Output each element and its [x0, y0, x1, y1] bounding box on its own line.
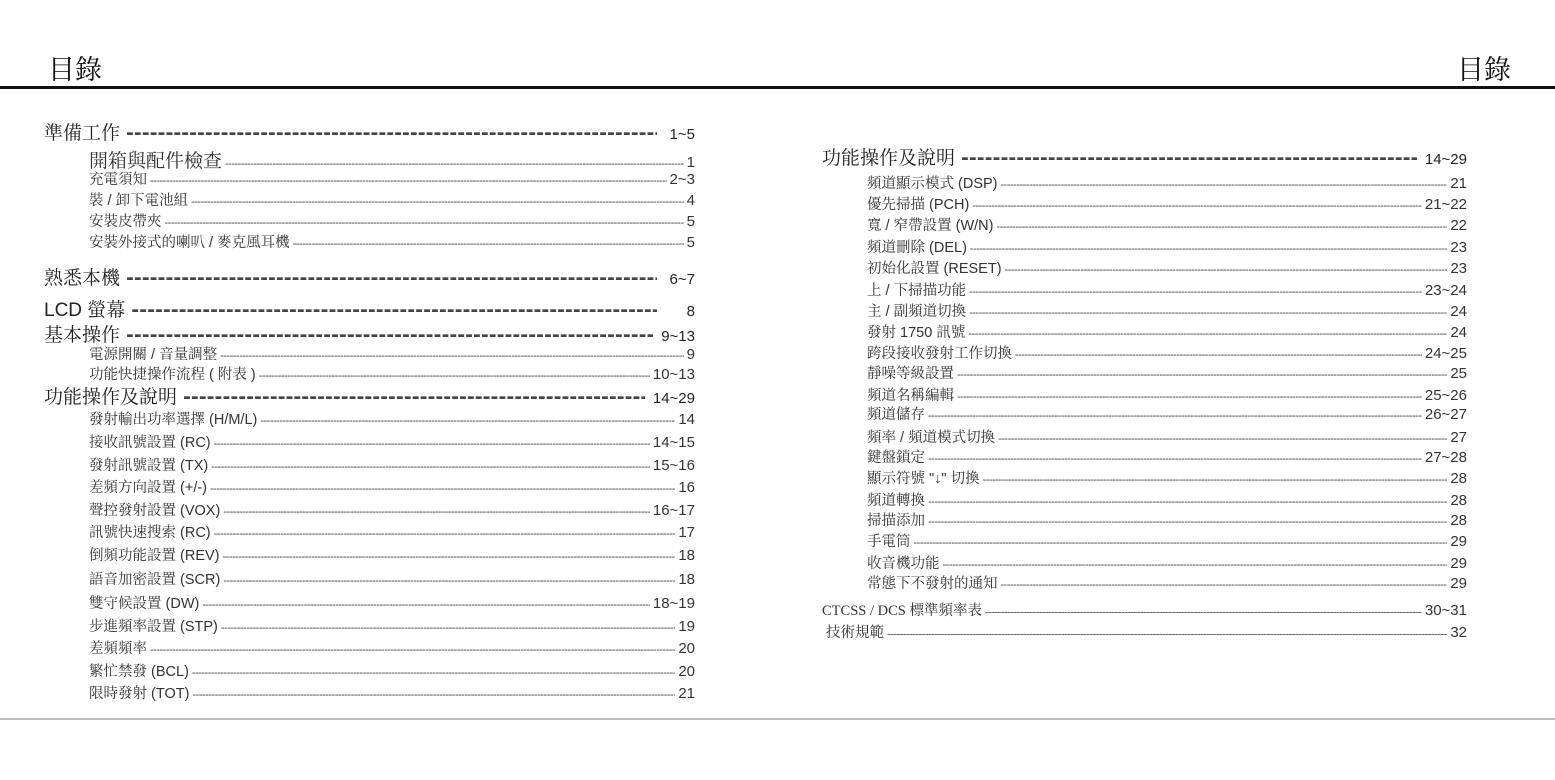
dot-leader [887, 628, 1447, 640]
toc-entry [822, 172, 1467, 192]
toc-entry-title: 跨段接收發射工作切換 [867, 346, 1012, 362]
toc-entry [822, 342, 1467, 362]
page-title-left: 目錄 [48, 55, 102, 86]
toc-entry [44, 263, 695, 287]
toc-entry-title: 主 / 副頻道切換 [867, 304, 967, 320]
dot-leader [1005, 264, 1448, 276]
toc-entry-page: 14~29 [1424, 151, 1467, 167]
toc-entry-page: 16~17 [652, 502, 695, 519]
toc-entry-title: 上 / 下掃描功能 [867, 283, 967, 299]
toc-entry-title: 功能操作及說明 [822, 147, 956, 167]
toc-entry [822, 214, 1467, 234]
dot-leader [211, 461, 650, 473]
toc-entry [44, 363, 695, 383]
toc-entry-title: 電源開關 / 音量調整 [89, 347, 218, 363]
toc-entry [822, 362, 1467, 382]
toc-entry-title: 頻道儲存 [867, 407, 925, 423]
toc-entry [44, 615, 695, 635]
toc-entry-title: 發射訊號設置 (TX) [89, 458, 209, 474]
dot-leader [126, 267, 657, 287]
toc-entry [44, 544, 695, 564]
toc-entry-title: 技術規範 [826, 625, 884, 641]
toc-entry-title: 發射輸出功率選擇 (H/M/L) [89, 412, 258, 428]
toc-entry [44, 682, 695, 702]
toc-entry-title: 安裝外接式的喇叭 / 麥克風耳機 [89, 235, 290, 251]
dot-leader [293, 238, 684, 250]
toc-entry-title: LCD 螢幕 [44, 300, 126, 319]
toc-entry-page: 9 [686, 346, 695, 363]
toc-entry [822, 279, 1467, 299]
dot-leader [998, 433, 1447, 445]
toc-entry-title: 優先掃描 (PCH) [867, 197, 970, 213]
toc-entry [44, 637, 695, 657]
toc-entry-title: 頻道名稱編輯 [867, 388, 954, 404]
dot-leader [126, 324, 653, 344]
toc-entry-title: 頻道刪除 (DEL) [867, 240, 967, 256]
toc-entry [822, 446, 1467, 466]
toc-entry-page: 17 [678, 524, 695, 541]
toc-entry-page: 8 [686, 303, 695, 319]
toc-entry-page: 2~3 [669, 171, 695, 188]
toc-entry-page: 20 [678, 640, 695, 657]
dot-leader [223, 551, 676, 563]
dot-leader [928, 496, 1447, 508]
dot-leader [214, 438, 650, 450]
toc-entry-page: 24 [1450, 303, 1467, 320]
dot-leader [969, 286, 1422, 298]
toc-entry-page: 21~22 [1424, 196, 1467, 213]
toc-entry-page: 6~7 [669, 271, 695, 287]
toc-entry [822, 257, 1467, 277]
toc-entry-title: 發射 1750 訊號 [867, 325, 966, 341]
toc-entry-title: 手電筒 [867, 534, 911, 550]
dot-leader [972, 200, 1422, 212]
toc-entry-title: 安裝皮帶夾 [89, 214, 162, 230]
toc-entry [44, 568, 695, 588]
toc-entry-title: 初始化設置 (RESET) [867, 261, 1002, 277]
toc-entry-page: 25 [1450, 365, 1467, 382]
toc-entry-title: CTCSS / DCS 標準頻率表 [822, 603, 982, 619]
toc-entry-title: 限時發射 (TOT) [89, 686, 190, 702]
toc-entry-title: 倒頻功能設置 (REV) [89, 548, 220, 564]
toc-entry-page: 19 [678, 618, 695, 635]
dot-leader [1001, 179, 1448, 191]
dot-leader [260, 415, 675, 427]
toc-entry-title: 頻道轉換 [867, 493, 925, 509]
toc-entry-page: 1~5 [669, 126, 695, 142]
toc-entry-title: 掃描添加 [867, 513, 925, 529]
toc-entry [44, 295, 695, 319]
toc-entry-page: 27 [1450, 429, 1467, 446]
dot-leader [192, 667, 675, 679]
toc-entry [822, 193, 1467, 213]
toc-entry-title: 差頻頻率 [89, 641, 147, 657]
toc-entry-title: 雙守候設置 (DW) [89, 596, 200, 612]
toc-entry [822, 552, 1467, 572]
toc-entry [822, 143, 1467, 167]
toc-entry [44, 454, 695, 474]
toc-entry-page: 25~26 [1424, 387, 1467, 404]
dot-leader [957, 391, 1422, 403]
dot-leader [1015, 349, 1422, 361]
dot-leader [150, 175, 667, 187]
toc-entry-page: 4 [686, 192, 695, 209]
toc-entry [822, 403, 1467, 423]
toc-entry-page: 29 [1450, 555, 1467, 572]
footer-divider [0, 718, 1555, 720]
toc-entry-page: 18~19 [652, 595, 695, 612]
toc-entry-title: 鍵盤鎖定 [867, 450, 925, 466]
toc-entry-page: 15~16 [652, 457, 695, 474]
header-divider [0, 86, 1555, 89]
dot-leader [914, 537, 1448, 549]
toc-entry-title: 寬 / 窄帶設置 (W/N) [867, 218, 994, 234]
toc-entry [44, 592, 695, 612]
toc-entry-title: 步進頻率設置 (STP) [89, 619, 218, 635]
toc-entry [44, 118, 695, 142]
toc-entry-title: 訊號快速搜索 (RC) [89, 525, 211, 541]
toc-entry-page: 26~27 [1424, 406, 1467, 423]
toc-entry-page: 5 [686, 213, 695, 230]
dot-leader [214, 528, 676, 540]
toc-entry-page: 18 [678, 571, 695, 588]
dot-leader [983, 474, 1448, 486]
toc-entry [44, 521, 695, 541]
dot-leader [957, 369, 1447, 381]
toc-entry-title: 聲控發射設置 (VOX) [89, 503, 221, 519]
dot-leader [221, 622, 675, 634]
toc-entry-page: 24 [1450, 324, 1467, 341]
dot-leader [202, 599, 650, 611]
toc-entry-page: 29 [1450, 575, 1467, 592]
dot-leader [1001, 579, 1448, 591]
page-title-right: 目錄 [1457, 55, 1511, 86]
toc-entry-title: 接收訊號設置 (RC) [89, 435, 211, 451]
toc-entry-page: 28 [1450, 470, 1467, 487]
dot-leader [961, 147, 1417, 167]
toc-entry-page: 14 [678, 411, 695, 428]
toc-entry-title: 基本操作 [44, 324, 121, 344]
toc-entry-page: 23~24 [1424, 282, 1467, 299]
toc-entry-page: 10~13 [652, 366, 695, 383]
toc-entry [822, 426, 1467, 446]
toc-entry-title: 頻率 / 頻道模式切換 [867, 430, 996, 446]
dot-leader [210, 483, 675, 495]
toc-entry-page: 23 [1450, 239, 1467, 256]
toc-entry-title: 功能操作及說明 [44, 386, 178, 406]
toc-entry-title: 準備工作 [44, 122, 121, 142]
toc-entry [822, 599, 1467, 619]
toc-entry-page: 32 [1450, 624, 1467, 641]
toc-entry-page: 14~15 [652, 434, 695, 451]
dot-leader [928, 516, 1447, 528]
toc-entry-title: 開箱與配件檢查 [89, 151, 223, 170]
toc-entry-title: 充電須知 [89, 172, 147, 188]
dot-leader [223, 506, 650, 518]
toc-entry [822, 489, 1467, 509]
dot-leader [131, 299, 657, 319]
dot-leader [985, 606, 1422, 618]
toc-entry-page: 22 [1450, 217, 1467, 234]
toc-entry [822, 467, 1467, 487]
toc-entry [822, 384, 1467, 404]
toc-entry [44, 382, 695, 406]
dot-leader [192, 689, 675, 701]
toc-entry-page: 16 [678, 479, 695, 496]
toc-entry [44, 210, 695, 230]
dot-leader [191, 196, 684, 208]
toc-entry-page: 24~25 [1424, 345, 1467, 362]
dot-leader [183, 386, 645, 406]
dot-leader [223, 575, 675, 587]
toc-entry [822, 300, 1467, 320]
toc-entry [822, 572, 1467, 592]
dot-leader [970, 243, 1447, 255]
toc-entry-title: 靜噪等級設置 [867, 366, 954, 382]
toc-entry-page: 27~28 [1424, 449, 1467, 466]
toc-entry-page: 9~13 [661, 328, 695, 344]
toc-entry-page: 14~29 [652, 390, 695, 406]
toc-entry [44, 146, 695, 170]
dot-leader [969, 307, 1447, 319]
toc-entry-page: 20 [678, 663, 695, 680]
dot-leader [150, 644, 675, 656]
toc-entry-title: 顯示符號 "↓" 切換 [867, 471, 980, 487]
dot-leader [928, 410, 1422, 422]
toc-entry-page: 29 [1450, 533, 1467, 550]
toc-entry-page: 23 [1450, 260, 1467, 277]
toc-entry-page: 28 [1450, 512, 1467, 529]
dot-leader [165, 217, 684, 229]
dot-leader [928, 453, 1422, 465]
toc-entry-title: 收音機功能 [867, 556, 940, 572]
toc-entry [822, 509, 1467, 529]
toc-entry [44, 431, 695, 451]
toc-entry [44, 343, 695, 363]
toc-entry [44, 168, 695, 188]
dot-leader [126, 122, 657, 142]
dot-leader [996, 221, 1447, 233]
toc-entry-page: 18 [678, 547, 695, 564]
toc-entry-page: 21 [678, 685, 695, 702]
toc-entry-title: 語音加密設置 (SCR) [89, 572, 221, 588]
toc-entry [44, 189, 695, 209]
toc-entry-title: 頻道顯示模式 (DSP) [867, 176, 998, 192]
toc-entry [822, 236, 1467, 256]
toc-entry [44, 320, 695, 344]
dot-leader [943, 559, 1448, 571]
toc-entry-title: 熟悉本機 [44, 267, 121, 287]
toc-entry-title: 常態下不發射的通知 [867, 576, 998, 592]
toc-entry [44, 660, 695, 680]
toc-entry [822, 321, 1467, 341]
toc-entry-page: 21 [1450, 175, 1467, 192]
toc-entry-title: 功能快捷操作流程 ( 附表 ) [89, 367, 256, 383]
toc-entry [822, 530, 1467, 550]
dot-leader [220, 350, 684, 362]
toc-entry [822, 621, 1467, 641]
toc-entry-title: 裝 / 卸下電池組 [89, 193, 189, 209]
dot-leader [968, 328, 1447, 340]
toc-entry-page: 30~31 [1424, 602, 1467, 619]
toc-entry-page: 1 [686, 154, 695, 170]
toc-entry-page: 28 [1450, 492, 1467, 509]
toc-entry [44, 499, 695, 519]
toc-entry-page: 5 [686, 234, 695, 251]
toc-entry [44, 231, 695, 251]
dot-leader [259, 370, 650, 382]
toc-entry [44, 476, 695, 496]
toc-entry [44, 408, 695, 428]
toc-entry-title: 繁忙禁發 (BCL) [89, 664, 189, 680]
toc-entry-title: 差頻方向設置 (+/-) [89, 480, 208, 496]
